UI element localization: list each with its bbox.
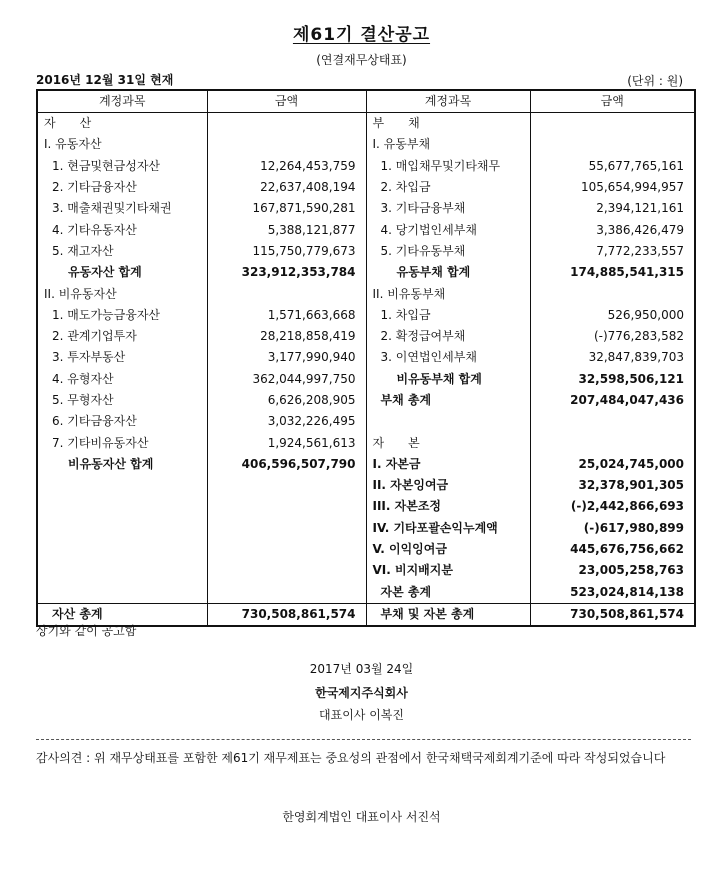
cell-asset-amount: 323,912,353,784	[207, 262, 366, 283]
cell-asset-account: 유동자산 합계	[37, 262, 207, 283]
cell-asset-amount: 3,032,226,495	[207, 411, 366, 432]
cell-liability-amount: (-)617,980,899	[530, 518, 695, 539]
cell-liability-account: 부 채	[366, 113, 530, 135]
cell-liability-account: 3. 이연법인세부채	[366, 347, 530, 368]
cell-liability-amount: 32,847,839,703	[530, 347, 695, 368]
cell-liability-amount	[530, 134, 695, 155]
cell-liability-amount: 523,024,814,138	[530, 582, 695, 604]
cell-asset-amount: 362,044,997,750	[207, 369, 366, 390]
table-header-row	[37, 90, 695, 113]
cell-asset-amount	[207, 134, 366, 155]
table-row	[37, 475, 695, 496]
closing-note: 상기와 같이 공고함	[36, 624, 137, 638]
cell-asset-account	[37, 539, 207, 560]
cell-liability-amount: 7,772,233,557	[530, 241, 695, 262]
table-row	[37, 347, 695, 368]
cell-liability-account: 4. 당기법인세부채	[366, 219, 530, 240]
cell-liability-amount	[530, 411, 695, 432]
table-row	[37, 432, 695, 453]
announcement-date: 2017년 03월 24일	[309, 662, 414, 676]
cell-asset-amount: 115,750,779,673	[207, 241, 366, 262]
report-date: 2016년 12월 31일 현재	[36, 73, 174, 87]
divider	[36, 739, 691, 740]
page-subtitle: (연결재무상태표)	[316, 53, 407, 67]
cell-liability-amount: 55,677,765,161	[530, 156, 695, 177]
cell-asset-amount: 3,177,990,940	[207, 347, 366, 368]
balance-sheet-table	[36, 89, 696, 627]
cell-liability-amount: 3,386,426,479	[530, 219, 695, 240]
table-row	[37, 283, 695, 304]
table-row	[37, 518, 695, 539]
audit-opinion: 감사의견 : 위 재무상태표를 포함한 제61기 재무제표는 중요성의 관점에서 한국채택국제회계기준에 따라 작성되었습니다	[36, 751, 666, 765]
cell-asset-account: 4. 유형자산	[37, 369, 207, 390]
auditor-name: 한영회계법인 대표이사 서진석	[282, 810, 441, 824]
cell-liability-amount: 730,508,861,574	[530, 603, 695, 626]
cell-asset-account: 1. 현금및현금성자산	[37, 156, 207, 177]
cell-asset-amount: 12,264,453,759	[207, 156, 366, 177]
cell-asset-account	[37, 518, 207, 539]
cell-liability-account: VI. 비지배지분	[366, 560, 530, 581]
cell-asset-account: 자 산	[37, 113, 207, 135]
header-asset-amount: 금액	[207, 90, 366, 113]
cell-asset-amount: 1,924,561,613	[207, 432, 366, 453]
cell-liability-amount: 25,024,745,000	[530, 454, 695, 475]
header-asset-account: 계정과목	[37, 90, 207, 113]
cell-asset-amount	[207, 518, 366, 539]
table-row	[37, 411, 695, 432]
table-row	[37, 582, 695, 604]
table-row	[37, 113, 695, 135]
cell-liability-account: 유동부채 합계	[366, 262, 530, 283]
cell-asset-amount: 22,637,408,194	[207, 177, 366, 198]
table-row	[37, 390, 695, 411]
company-name: 한국제지주식회사	[315, 686, 408, 700]
table-row	[37, 326, 695, 347]
cell-liability-amount: 32,378,901,305	[530, 475, 695, 496]
table-row	[37, 177, 695, 198]
cell-asset-amount	[207, 113, 366, 135]
cell-asset-amount: 730,508,861,574	[207, 603, 366, 626]
cell-asset-amount: 6,626,208,905	[207, 390, 366, 411]
cell-asset-account: 1. 매도가능금융자산	[37, 305, 207, 326]
table-row	[37, 539, 695, 560]
cell-liability-amount: 2,394,121,161	[530, 198, 695, 219]
cell-liability-account: 자 본	[366, 432, 530, 453]
cell-asset-account	[37, 496, 207, 517]
cell-asset-account: I. 유동자산	[37, 134, 207, 155]
cell-liability-account: 비유동부채 합계	[366, 369, 530, 390]
table-row	[37, 241, 695, 262]
cell-liability-amount	[530, 432, 695, 453]
cell-asset-account: 4. 기타유동자산	[37, 219, 207, 240]
table-row	[37, 262, 695, 283]
cell-asset-amount	[207, 539, 366, 560]
cell-asset-account: 7. 기타비유동자산	[37, 432, 207, 453]
cell-liability-amount: 23,005,258,763	[530, 560, 695, 581]
cell-liability-account: II. 자본잉여금	[366, 475, 530, 496]
cell-liability-account: 5. 기타유동부채	[366, 241, 530, 262]
cell-liability-amount: (-)2,442,866,693	[530, 496, 695, 517]
cell-liability-account	[366, 411, 530, 432]
table-row	[37, 156, 695, 177]
cell-liability-amount: 445,676,756,662	[530, 539, 695, 560]
table-row	[37, 496, 695, 517]
cell-asset-amount: 5,388,121,877	[207, 219, 366, 240]
cell-liability-account: 자본 총계	[366, 582, 530, 604]
table-row	[37, 198, 695, 219]
cell-asset-amount	[207, 283, 366, 304]
table-row	[37, 219, 695, 240]
cell-asset-account: 5. 무형자산	[37, 390, 207, 411]
cell-asset-account: 2. 기타금융자산	[37, 177, 207, 198]
cell-asset-account	[37, 560, 207, 581]
cell-liability-account: 부채 총계	[366, 390, 530, 411]
table-row	[37, 454, 695, 475]
cell-asset-account: II. 비유동자산	[37, 283, 207, 304]
cell-liability-account: 3. 기타금융부채	[366, 198, 530, 219]
cell-liability-amount: 105,654,994,957	[530, 177, 695, 198]
cell-liability-amount: 32,598,506,121	[530, 369, 695, 390]
table-row	[37, 560, 695, 581]
cell-liability-amount: 207,484,047,436	[530, 390, 695, 411]
cell-asset-amount	[207, 496, 366, 517]
cell-liability-amount: 174,885,541,315	[530, 262, 695, 283]
cell-liability-account: 부채 및 자본 총계	[366, 603, 530, 626]
cell-asset-account: 자산 총계	[37, 603, 207, 626]
page-title: 제61기 결산공고	[292, 25, 431, 45]
cell-asset-amount: 1,571,663,668	[207, 305, 366, 326]
table-row	[37, 305, 695, 326]
cell-asset-account	[37, 582, 207, 604]
cell-liability-amount	[530, 283, 695, 304]
cell-liability-account: IV. 기타포괄손익누계액	[366, 518, 530, 539]
cell-asset-amount	[207, 560, 366, 581]
cell-asset-amount: 28,218,858,419	[207, 326, 366, 347]
cell-liability-account: I. 유동부채	[366, 134, 530, 155]
cell-liability-amount: 526,950,000	[530, 305, 695, 326]
cell-asset-account: 6. 기타금융자산	[37, 411, 207, 432]
table-body	[37, 113, 695, 627]
cell-liability-amount: (-)776,283,582	[530, 326, 695, 347]
cell-asset-account: 5. 재고자산	[37, 241, 207, 262]
cell-liability-account: 2. 차입금	[366, 177, 530, 198]
cell-asset-account: 비유동자산 합계	[37, 454, 207, 475]
cell-asset-amount	[207, 475, 366, 496]
cell-asset-account: 3. 투자부동산	[37, 347, 207, 368]
cell-asset-amount: 406,596,507,790	[207, 454, 366, 475]
cell-liability-account: II. 비유동부채	[366, 283, 530, 304]
cell-liability-account: III. 자본조정	[366, 496, 530, 517]
header-liability-account: 계정과목	[366, 90, 530, 113]
cell-liability-account: V. 이익잉여금	[366, 539, 530, 560]
cell-liability-account: I. 자본금	[366, 454, 530, 475]
header-liability-amount: 금액	[530, 90, 695, 113]
cell-liability-account: 1. 매입채무및기타채무	[366, 156, 530, 177]
ceo-name: 대표이사 이복진	[319, 708, 404, 722]
cell-asset-amount: 167,871,590,281	[207, 198, 366, 219]
cell-asset-account	[37, 475, 207, 496]
cell-liability-amount	[530, 113, 695, 135]
cell-asset-account: 2. 관계기업투자	[37, 326, 207, 347]
unit-label: (단위 : 원)	[627, 74, 683, 88]
cell-asset-amount	[207, 582, 366, 604]
cell-liability-account: 2. 확정급여부채	[366, 326, 530, 347]
cell-liability-account: 1. 차입금	[366, 305, 530, 326]
cell-asset-account: 3. 매출채권및기타채권	[37, 198, 207, 219]
table-row	[37, 134, 695, 155]
table-row	[37, 369, 695, 390]
